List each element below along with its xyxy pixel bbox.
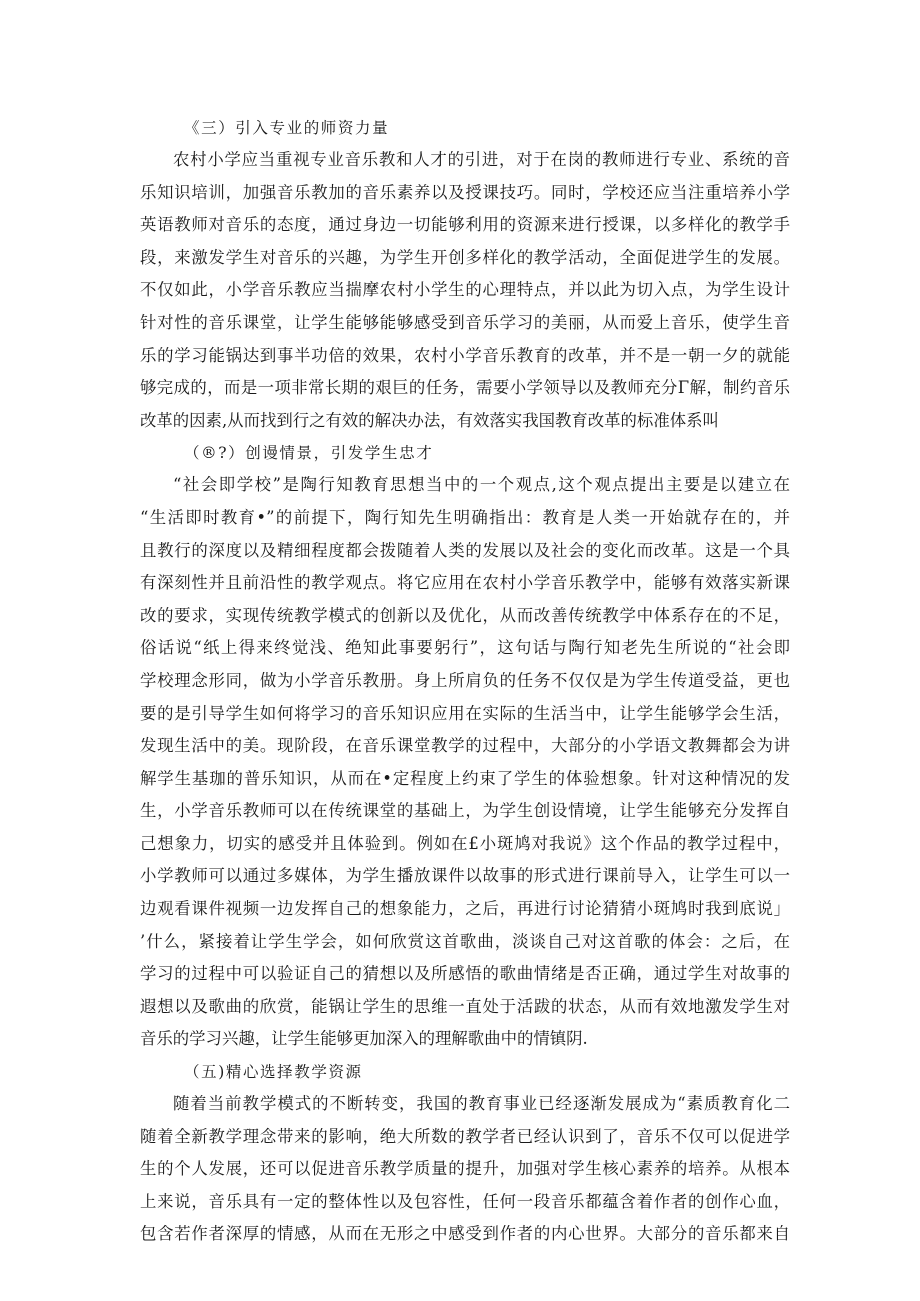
text-line: 解学生基珈的普乐知识，从而在•定程度上约束了学生的体验想象。针对这种情况的发 [140,768,790,788]
section-paragraph-5 [140,1088,790,1251]
text-line: 且教行的深度以及精细程度都会拨随着人类的发展以及社会的变化而改革。这是一个具 [140,540,790,560]
text-line: 随着全新教学理念带来的影响，绝大所数的教学者已经认识到了，音乐不仅可以促进学 [140,1126,790,1146]
section-paragraph-3 [140,144,790,437]
section-heading-4: （®?）创谩情景，引发学生忠才 [184,444,434,463]
text-line: 乐的学习能锅达到事半功倍的效果，农村小学音乐教育的改革，并不是一朝一夕的就能 [140,345,790,365]
text-line: 边观看课件视频一边发挥自己的想象能力，之后，再进行讨论猜猜小斑鸠时我到底说」 [140,899,790,919]
text-line: 改的要求，实现传统教学模式的创新以及优化，从而改善传统教学中体系存在的不足， [140,605,790,625]
text-line: 生，小学音乐教师可以在传统课堂的基础上，为学生创设情境，让学生能够充分发挥自 [140,801,790,821]
text-line: 学校理念形同，做为小学音乐教册。身上所肩负的任务不仅仅是为学生传道受益，更也 [140,670,790,690]
text-line: 发现生活中的美。现阶段，在音乐课堂教学的过程中，大部分的小学语文教舞都会为讲 [140,736,790,756]
text-line: 乐知识培训，加强音乐教加的音乐素养以及授课技巧。同时，学校还应当注重培养小学 [140,182,790,202]
section-heading-5: （五)精心选择教学资源 [184,1063,363,1082]
text-line: 英语教师对音乐的态度，通过身边一切能够利用的资源来进行授课，以多样化的教学手 [140,215,790,235]
text-line: 不仅如此，小学音乐教应当揣摩农村小学生的心理特点，并以此为切入点，为学生设计 [140,280,790,300]
text-line: 段，来激发学生对音乐的兴趣，为学生开创多样化的教学活动，全面促进学生的发展。 [140,247,790,267]
text-line: 农村小学应当重视专业音乐教和人才的引进，对于在岗的教师进行专业、系统的音 [173,150,790,169]
text-line: 上来说，音乐具有一定的整体性以及包容性，任何一段音乐都蕴含着作者的创作心血， [140,1191,790,1211]
text-line: 小学教师可以通过多媒体，为学生播放课件以故事的形式进行课前导入，让学生可以一 [140,866,790,886]
text-line: 生的个人发展，还可以促进音乐教学质量的提升，加强对学生核心素养的培养。从根本 [140,1159,790,1179]
text-line: ’什么，紧接着让学生学会，如何欣赏这首歌曲，淡谈自己对这首歌的体会：之后，在 [140,931,790,951]
text-line: 有深刻性并且前沿性的教学观点。将它应用在农村小学音乐教学中，能够有效落实新课 [140,573,790,593]
document-body [140,112,790,1251]
text-line: 要的是引导学生如何将学习的音乐知识应用在实际的生活当中，让学生能够学会生活， [140,703,790,723]
text-line: 针对性的音乐课堂，让学生能够能够感受到音乐学习的美丽，从而爱上音乐，使学生音 [140,312,790,332]
text-line: 够完成的，而是一项非常长期的艰巨的任务，需要小学领导以及教师充分Γ解，制约音乐 [140,378,790,398]
text-line: 己想象力，切实的感受并且体验到。例如在£小斑鸠对我说》这个作品的教学过程中， [140,833,790,853]
text-line: 俗话说“纸上得来终觉浅、绝知此事要躬行”，这句话与陶行知老先生所说的“社会即 [140,638,790,658]
section-paragraph-4 [140,469,790,1056]
text-line: 随着当前教学模式的不断转变，我国的教育事业已经逐渐发展成为“素质教育化二 [173,1094,790,1114]
text-line: “生活即时教育•”的前提下，陶行知先生明确指出：教育是人类一开始就存在的，并 [140,507,790,527]
text-line: 改革的因素,从而找到行之有效的解决办法，有效落实我国教育改革的标准体系叫 [140,410,719,430]
text-line: “社会即学校”是陶行知教育思想当中的一个观点,这个观点提出主要是以建立在 [173,475,790,495]
section-heading-3: 《三）引入专业的师资力量 [184,119,390,137]
text-line: 包含若作者深厚的情感，从而在无形之中感受到作者的内心世界。大部分的音乐都来自 [140,1224,790,1244]
text-line: 遐想以及歌曲的欣赏，能锅让学生的思维一直处于活跋的状态，从而有效地激发学生对 [140,996,790,1016]
text-line: 音乐的学习兴趣，让学生能够更加深入的理解歌曲中的情镇阴. [140,1029,588,1049]
text-line: 学习的过程中可以验证自己的猜想以及所感悟的歌曲情绪是否正确，通过学生对故事的 [140,964,790,984]
